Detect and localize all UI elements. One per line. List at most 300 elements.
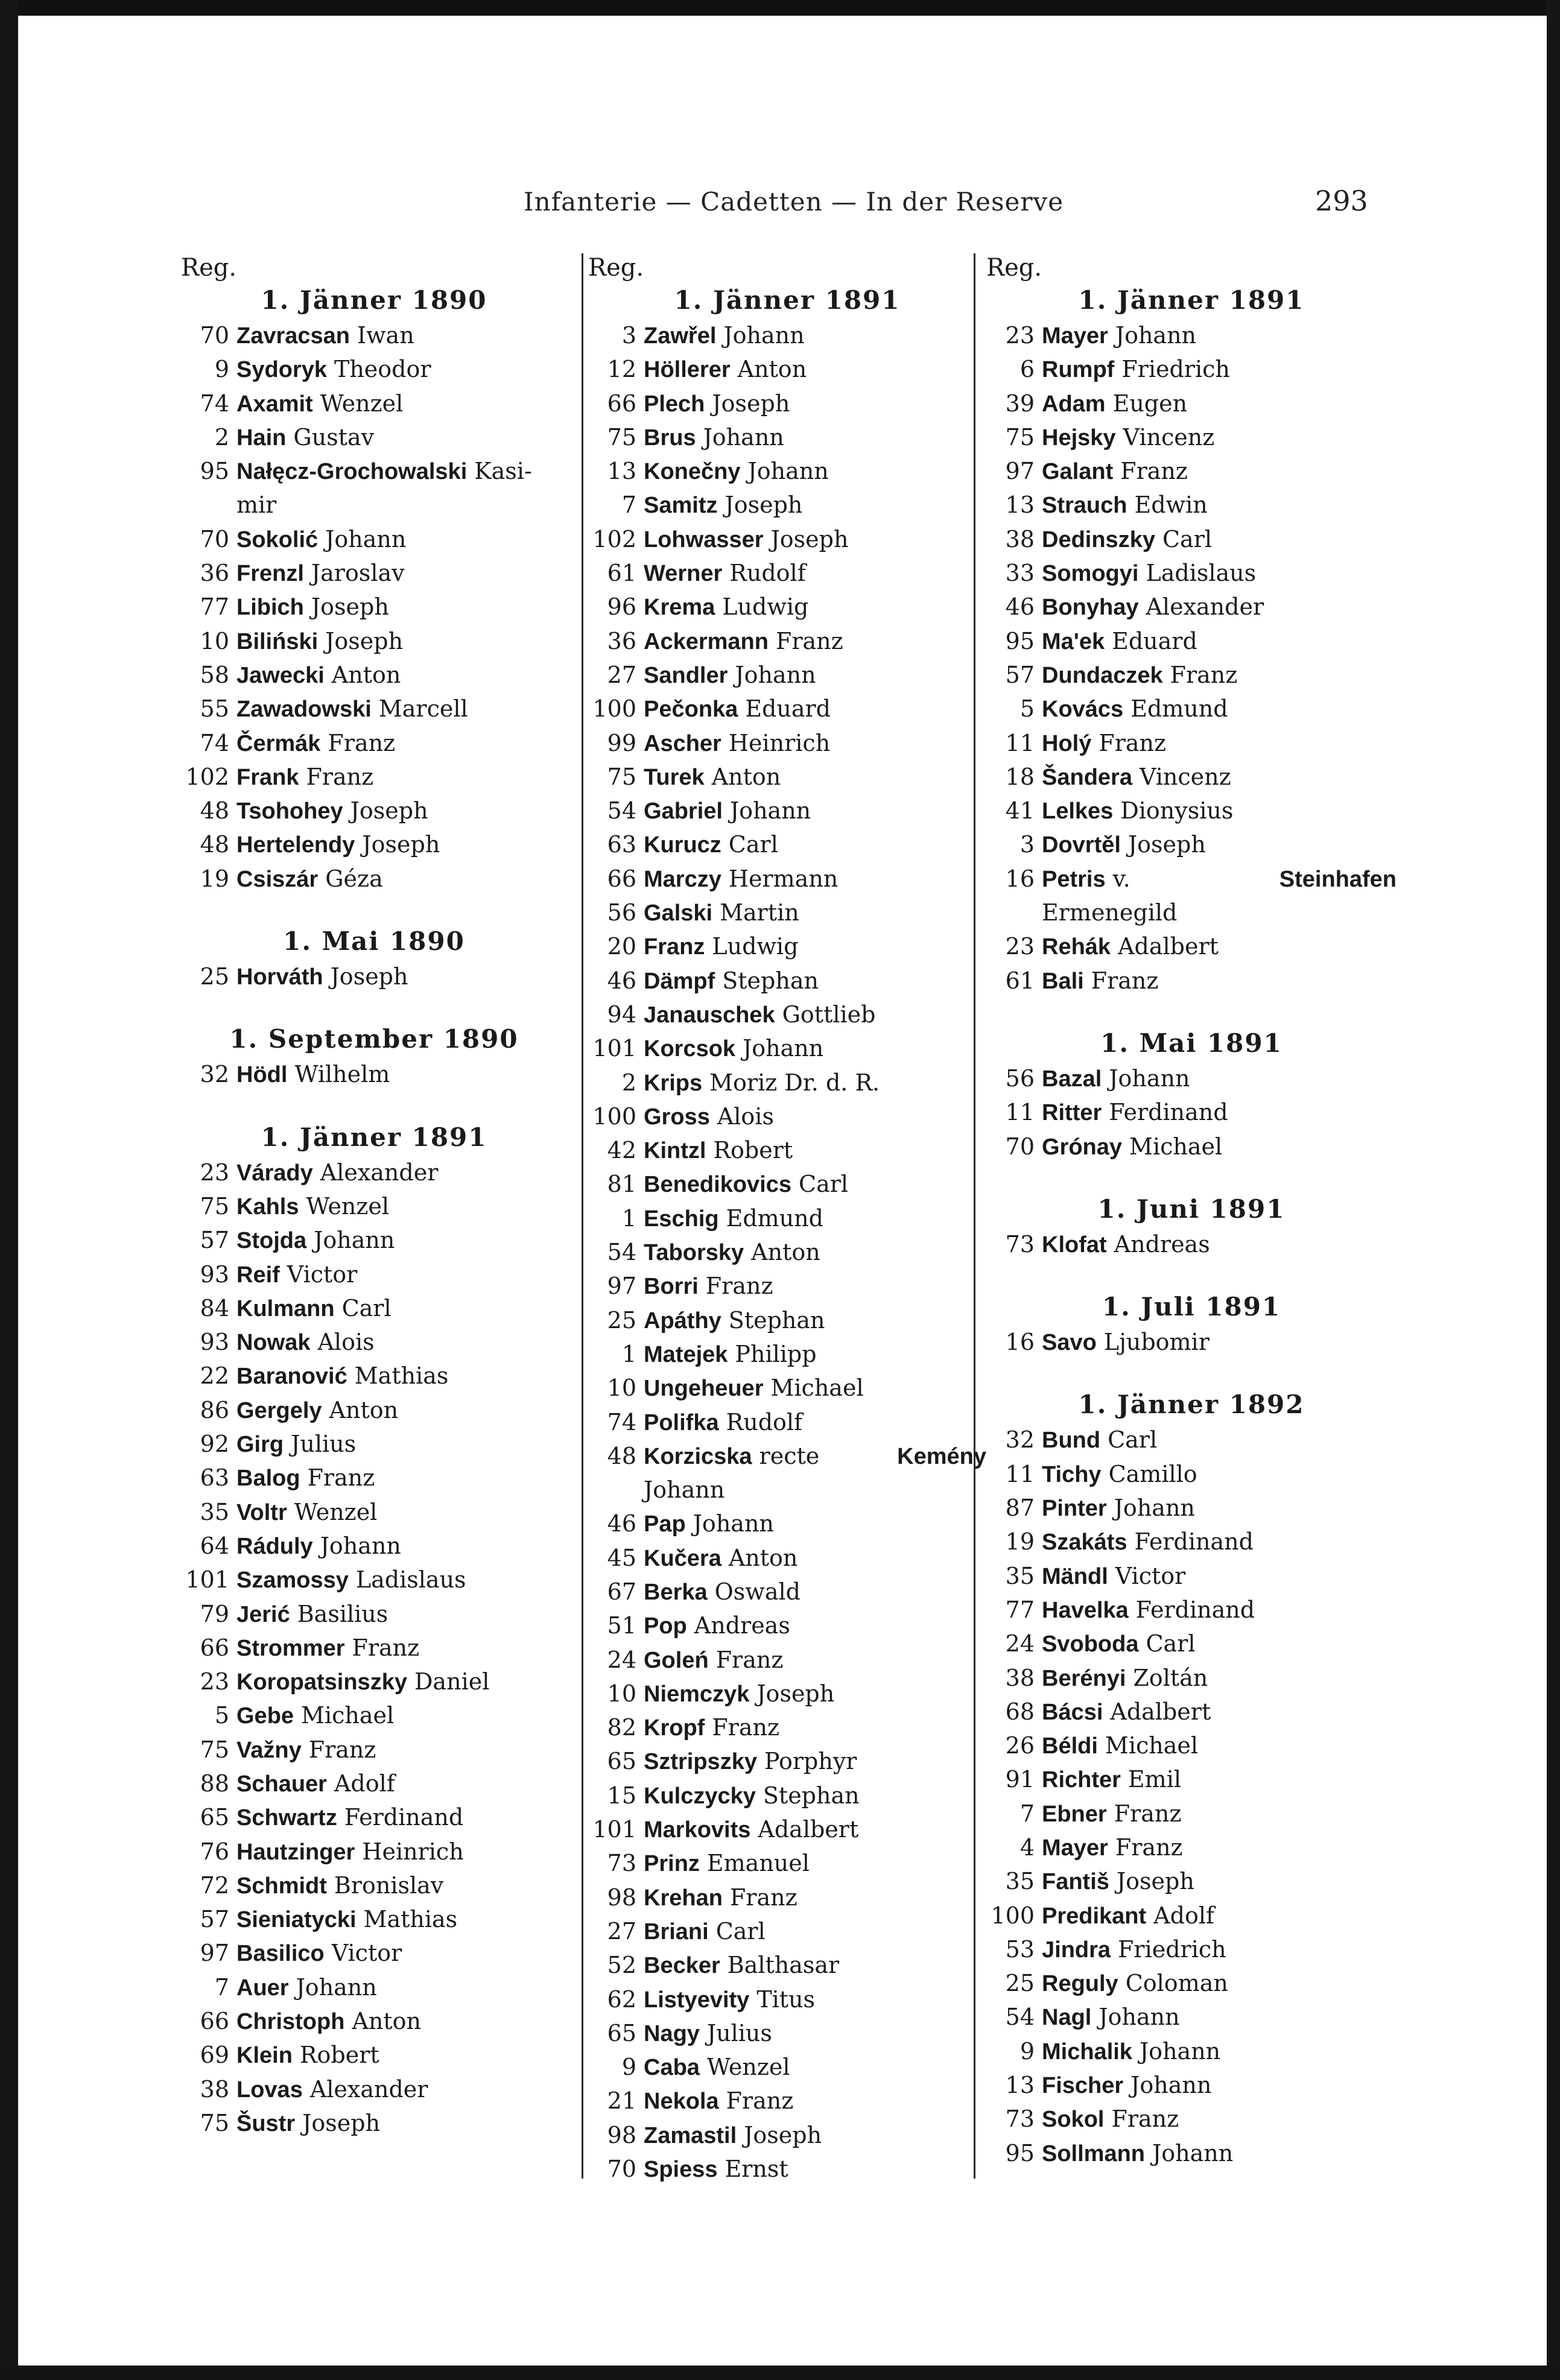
roster-entry <box>181 1631 567 1665</box>
surname: Somogyi <box>1042 561 1139 587</box>
given-name: Franz <box>306 763 374 790</box>
given-name: Stephan <box>722 967 819 994</box>
regiment-number: 3 <box>1019 831 1035 858</box>
surname: Pap <box>644 1511 686 1537</box>
surname: Klein <box>236 2043 293 2069</box>
surname: Auer <box>236 1975 289 2001</box>
regiment-number: 81 <box>607 1171 636 1198</box>
given-name: Michael <box>1105 1732 1199 1759</box>
roster-entry <box>181 590 567 624</box>
regiment-number: 73 <box>607 1850 636 1877</box>
surname: Pečonka <box>644 697 738 723</box>
given-name: Johann <box>723 322 805 349</box>
roster-entry <box>588 1201 986 1235</box>
roster-entry <box>588 1031 986 1065</box>
regiment-number: 93 <box>200 1329 229 1356</box>
surname: Hejsky <box>1042 425 1116 451</box>
surname: Biliński <box>236 628 319 654</box>
roster-entry <box>181 1291 567 1325</box>
regiment-number: 101 <box>185 1566 229 1594</box>
surname: Ma'ek <box>1042 628 1105 654</box>
regiment-number: 10 <box>607 1375 636 1402</box>
given-name: Gustav <box>293 423 375 451</box>
roster-entry <box>588 1948 986 1982</box>
surname: Svoboda <box>1042 1632 1139 1657</box>
roster-entry <box>986 658 1397 692</box>
surname: Važny <box>236 1737 302 1763</box>
roster-entry <box>181 1767 567 1800</box>
surname: Grónay <box>1042 1134 1123 1160</box>
given-name: v. <box>1112 865 1130 892</box>
roster-entry <box>181 1733 567 1767</box>
surname: Schwartz <box>236 1805 337 1831</box>
regiment-number: 3 <box>621 322 636 349</box>
surname: Sydoryk <box>236 357 327 383</box>
roster-entry <box>986 1661 1397 1695</box>
surname: Dovrtěl <box>1042 832 1121 858</box>
roster-entry <box>588 862 986 896</box>
roster-entry <box>181 760 567 794</box>
roster-entry <box>588 1914 986 1948</box>
regiment-number: 24 <box>607 1646 636 1673</box>
given-name: Andreas <box>694 1612 790 1639</box>
regiment-number: 79 <box>200 1600 229 1627</box>
given-name: Johann <box>729 797 811 824</box>
regiment-number: 75 <box>1005 423 1035 451</box>
surname: Zavracsan <box>236 323 350 349</box>
roster-entry <box>588 964 986 998</box>
surname: Höllerer <box>644 357 731 383</box>
roster-entry <box>588 1609 986 1642</box>
date-heading: 1. Jänner 1891 <box>261 1122 487 1152</box>
given-name: Franz <box>308 1736 376 1763</box>
regiment-number: 35 <box>1005 1868 1035 1895</box>
given-name: Johann <box>314 1227 395 1254</box>
surname: Plech <box>644 391 705 417</box>
given-name: Wenzel <box>320 390 404 417</box>
given-name: Victor <box>1115 1562 1186 1589</box>
roster-entry <box>986 1423 1397 1457</box>
roster-entry <box>986 352 1397 386</box>
given-name: Alois <box>717 1103 774 1130</box>
group-spacer <box>986 1261 1397 1289</box>
roster-entry <box>588 1507 986 1540</box>
regiment-number: 56 <box>607 899 636 926</box>
surname: Goleń <box>644 1647 709 1673</box>
regiment-number: 9 <box>621 2054 636 2081</box>
roster-entry <box>588 1846 986 1880</box>
roster-entry <box>986 318 1397 352</box>
roster-entry <box>181 556 567 590</box>
regiment-number: 32 <box>200 1061 229 1088</box>
surname: Adam <box>1042 391 1106 417</box>
roster-entry <box>181 1495 567 1529</box>
given-name: Vincenz <box>1123 423 1215 451</box>
regiment-number: 72 <box>200 1872 229 1899</box>
group-spacer <box>181 993 567 1021</box>
roster-entry <box>181 1156 567 1189</box>
roster-entry <box>986 522 1397 556</box>
regiment-number: 23 <box>1005 322 1035 349</box>
regiment-number: 33 <box>1005 560 1035 587</box>
given-name: Hermann <box>728 865 839 892</box>
surname: Nagl <box>1042 2005 1092 2031</box>
regiment-number: 77 <box>200 593 229 621</box>
regiment-number: 27 <box>607 661 636 688</box>
given-name: Joseph <box>712 390 790 417</box>
roster-entry <box>181 1258 567 1291</box>
roster-entry <box>588 726 986 760</box>
regiment-number: 61 <box>1005 967 1035 994</box>
surname: Korcsok <box>644 1036 736 1062</box>
roster-entry <box>588 692 986 726</box>
given-name: Robert <box>713 1137 793 1164</box>
regiment-number: 36 <box>200 560 229 587</box>
surname: Kučera <box>644 1545 721 1571</box>
surname: Szakáts <box>1042 1530 1127 1556</box>
roster-entry <box>986 2000 1397 2034</box>
roster-entry <box>181 794 567 828</box>
roster-entry <box>181 862 567 896</box>
roster-entry <box>588 760 986 794</box>
regiment-number: 53 <box>1005 1935 1035 1963</box>
surname: Kulczycky <box>644 1783 756 1809</box>
surname: Šandera <box>1042 764 1132 790</box>
regiment-number: 46 <box>607 1510 636 1537</box>
surname: Szamossy <box>236 1568 349 1594</box>
surname: Nowak <box>236 1330 311 1356</box>
surname: Polifka <box>644 1410 719 1435</box>
given-name: Michael <box>301 1702 395 1729</box>
given-name: Moriz Dr. d. R. <box>709 1069 880 1096</box>
regiment-number: 10 <box>200 627 229 654</box>
given-name: Carl <box>799 1171 849 1198</box>
surname: Gergely <box>236 1397 322 1423</box>
regiment-number: 74 <box>200 729 229 756</box>
date-heading: 1. Jänner 1892 <box>1078 1390 1305 1420</box>
given-name: Johann <box>693 1510 774 1537</box>
given-name: Mathias <box>354 1362 449 1390</box>
regiment-number: 67 <box>607 1578 636 1605</box>
given-name: Franz <box>352 1634 420 1661</box>
surname: Lelkes <box>1042 799 1114 824</box>
surname: Baranović <box>236 1364 347 1390</box>
running-title: Infanterie — Cadetten — In der Reserve <box>524 187 1064 217</box>
given-name: Alexander <box>320 1159 439 1186</box>
surname: Schauer <box>236 1771 327 1797</box>
roster-column-3 <box>986 253 1397 2170</box>
regiment-number: 57 <box>200 1227 229 1254</box>
surname: Gabriel <box>644 799 723 824</box>
roster-entry <box>986 794 1397 828</box>
given-name: Alexander <box>309 2075 428 2103</box>
given-name: recte <box>759 1442 820 1469</box>
date-heading: 1. Mai 1891 <box>1100 1028 1283 1058</box>
given-name: Johann <box>1109 1065 1190 1092</box>
regiment-number: 101 <box>592 1816 636 1843</box>
roster-entry <box>181 318 567 352</box>
surname: Strauch <box>1042 493 1127 519</box>
given-name: Edmund <box>726 1204 823 1232</box>
surname: Sieniatycki <box>236 1907 357 1933</box>
surname: Bazal <box>1042 1066 1102 1092</box>
surname: Krips <box>644 1070 703 1096</box>
roster-entry <box>181 624 567 658</box>
name-continuation: Ermenegild <box>1042 899 1178 926</box>
given-name: Franz <box>712 1714 779 1741</box>
given-name: Franz <box>705 1273 773 1300</box>
surname: Girg <box>236 1432 284 1458</box>
roster-entry <box>588 929 986 963</box>
given-name: Balthasar <box>727 1952 840 1979</box>
roster-entry <box>588 2118 986 2152</box>
regiment-number: 57 <box>1005 661 1035 688</box>
given-name: Robert <box>299 2042 379 2069</box>
given-name: Alexander <box>1146 593 1264 621</box>
surname: Bácsi <box>1042 1699 1103 1725</box>
roster-entry <box>181 454 567 488</box>
surname: Borri <box>644 1274 699 1300</box>
roster-entry <box>181 1189 567 1223</box>
given-name: Emil <box>1127 1766 1182 1793</box>
reg-label: Reg. <box>181 254 237 282</box>
regiment-number: 66 <box>607 865 636 892</box>
given-name: Adolf <box>334 1770 395 1797</box>
given-name: Joseph <box>311 593 389 621</box>
surname: Čermák <box>236 730 321 756</box>
given-name: Joseph <box>350 797 428 824</box>
regiment-number: 94 <box>607 1001 636 1028</box>
scan-border-left <box>0 0 18 2380</box>
given-name: Joseph <box>744 2121 822 2148</box>
roster-entry <box>986 488 1397 522</box>
surname: Gross <box>644 1104 710 1130</box>
roster-entry <box>986 1095 1397 1129</box>
given-name: Franz <box>1091 967 1159 994</box>
roster-entry <box>986 862 1397 896</box>
regiment-number: 77 <box>1005 1596 1035 1623</box>
roster-entry <box>986 828 1397 861</box>
surname: Dundaczek <box>1042 662 1163 688</box>
surname: Frenzl <box>236 561 304 587</box>
roster-entry <box>588 1711 986 1744</box>
regiment-number: 100 <box>592 1103 636 1130</box>
date-heading: 1. Juli 1891 <box>1102 1292 1281 1322</box>
given-name: Géza <box>325 865 383 892</box>
roster-entry <box>986 1627 1397 1660</box>
given-name: Franz <box>1099 729 1167 756</box>
roster-entry <box>986 964 1397 998</box>
given-name: Wilhelm <box>294 1061 390 1088</box>
roster-entry <box>588 624 986 658</box>
surname: Hautzinger <box>236 1839 355 1865</box>
surname: Axamit <box>236 391 313 417</box>
regiment-number: 25 <box>607 1306 636 1334</box>
surname: Christoph <box>236 2009 345 2035</box>
roster-entry <box>986 2034 1397 2068</box>
roster-entry <box>181 1835 567 1869</box>
roster-entry <box>588 352 986 386</box>
regiment-number: 27 <box>607 1917 636 1945</box>
regiment-number: 100 <box>592 695 636 723</box>
given-name: Eduard <box>1112 627 1197 654</box>
given-name: Vincenz <box>1139 763 1231 790</box>
given-name: Porphyr <box>764 1748 857 1775</box>
scan-border-right <box>1547 0 1560 2380</box>
regiment-number: 2 <box>621 1069 636 1096</box>
roster-entry <box>986 1559 1397 1593</box>
surname: Basilico <box>236 1941 325 1967</box>
given-name: Anton <box>352 2008 421 2035</box>
regiment-number: 65 <box>200 1804 229 1831</box>
name-continuation: Johann <box>644 1476 725 1504</box>
surname: Zawadowski <box>236 697 372 723</box>
surname: Bali <box>1042 968 1084 994</box>
surname: Ráduly <box>236 1533 313 1559</box>
regiment-number: 102 <box>592 525 636 552</box>
roster-entry <box>588 454 986 488</box>
surname: Marczy <box>644 866 721 892</box>
given-name: Daniel <box>414 1668 490 1695</box>
regiment-number: 16 <box>1005 1329 1035 1356</box>
surname: Michalik <box>1042 2039 1132 2065</box>
surname: Frank <box>236 764 299 790</box>
roster-entry <box>588 1405 986 1439</box>
roster-entry <box>588 998 986 1031</box>
roster-entry <box>986 1593 1397 1627</box>
given-name: Johann <box>735 661 816 688</box>
given-name: Bronislav <box>334 1872 444 1899</box>
roster-entry <box>986 590 1397 624</box>
given-name: Johann <box>1130 2072 1212 2099</box>
regiment-number: 97 <box>200 1940 229 1967</box>
surname: Berényi <box>1042 1665 1126 1691</box>
regiment-number: 66 <box>200 2008 229 2035</box>
given-name: Johann <box>703 423 784 451</box>
given-name: Gottlieb <box>782 1001 876 1028</box>
given-name: Titus <box>756 1986 816 2013</box>
group-spacer <box>986 1163 1397 1191</box>
roster-entry <box>588 658 986 692</box>
roster-entry <box>588 2050 986 2084</box>
regiment-number: 99 <box>607 729 636 756</box>
regiment-number: 101 <box>592 1035 636 1062</box>
roster-column-2 <box>588 253 986 2186</box>
date-heading: 1. Mai 1890 <box>283 926 465 957</box>
roster-entry <box>181 1057 567 1091</box>
given-name: Johann <box>1139 2037 1221 2065</box>
roster-entry <box>181 658 567 692</box>
given-name: Franz <box>726 2087 794 2115</box>
given-name: Franz <box>715 1646 784 1673</box>
given-name: Ferdinand <box>1135 1596 1255 1623</box>
regiment-number: 63 <box>200 1464 229 1492</box>
given-name: Victor <box>287 1261 358 1288</box>
surname: Caba <box>644 2055 700 2081</box>
roster-entry <box>588 387 986 420</box>
surname: Nagy <box>644 2021 700 2046</box>
roster-entry <box>181 1970 567 2004</box>
regiment-number: 10 <box>607 1680 636 1707</box>
regiment-number: 5 <box>1019 695 1035 723</box>
given-name: Carl <box>1162 525 1213 552</box>
regiment-number: 97 <box>607 1273 636 1300</box>
regiment-number: 19 <box>1005 1528 1035 1556</box>
roster-entry <box>986 1797 1397 1831</box>
given-name: Ladislaus <box>1146 560 1257 587</box>
regiment-number: 69 <box>200 2042 229 2069</box>
regiment-number: 102 <box>185 763 229 790</box>
given-name: Mathias <box>363 1906 458 1933</box>
given-name: Adolf <box>1153 1902 1215 1929</box>
surname: Klofat <box>1042 1232 1107 1258</box>
roster-entry <box>588 1983 986 2016</box>
surname: Spiess <box>644 2157 718 2183</box>
surname: Zamastil <box>644 2122 737 2148</box>
surname: Schmidt <box>236 1873 327 1899</box>
given-name: Wenzel <box>306 1192 390 1220</box>
given-name: Camillo <box>1108 1460 1197 1487</box>
roster-entry <box>986 2102 1397 2136</box>
given-name: Basilius <box>297 1600 388 1627</box>
given-name: Joseph <box>1127 831 1206 858</box>
roster-entry <box>588 522 986 556</box>
regiment-number: 75 <box>200 2109 229 2136</box>
given-name: Carl <box>1146 1630 1196 1657</box>
regiment-number: 2 <box>214 423 229 451</box>
regiment-number: 22 <box>200 1362 229 1390</box>
given-name: Stephan <box>763 1782 860 1809</box>
roster-entry <box>181 1665 567 1698</box>
regiment-number: 70 <box>607 2156 636 2183</box>
surname: Várady <box>236 1160 313 1186</box>
regiment-number: 20 <box>607 933 636 960</box>
roster-entry <box>588 318 986 352</box>
given-name: Adalbert <box>758 1816 859 1843</box>
surname: Hertelendy <box>236 832 355 858</box>
roster-entry <box>986 2068 1397 2102</box>
regiment-number: 39 <box>1005 390 1035 417</box>
given-name: Martin <box>720 899 799 926</box>
roster-entry <box>181 1393 567 1427</box>
page-number: 293 <box>1315 185 1368 217</box>
surname: Janauschek <box>644 1002 775 1028</box>
roster-entry <box>588 1677 986 1711</box>
surname: Hödl <box>236 1062 288 1088</box>
given-name: Wenzel <box>294 1498 378 1525</box>
given-name: Rudolf <box>729 560 806 587</box>
roster-entry <box>986 726 1397 760</box>
roster-entry <box>588 590 986 624</box>
given-name: Anton <box>711 763 781 790</box>
regiment-number: 73 <box>1005 1230 1035 1258</box>
surname: Eschig <box>644 1206 719 1232</box>
roster-entry <box>588 1541 986 1575</box>
roster-entry <box>588 1133 986 1167</box>
surname: Libich <box>236 595 304 621</box>
surname: Taborsky <box>644 1240 744 1266</box>
surname: Petris <box>1042 866 1106 892</box>
regiment-number: 13 <box>1005 2072 1035 2099</box>
roster-entry <box>986 420 1397 454</box>
surname: Markovits <box>644 1817 751 1843</box>
given-name: Julius <box>706 2019 772 2046</box>
surname: Sztripszky <box>644 1749 757 1775</box>
surname: Nałęcz-Grochowalski <box>236 459 468 485</box>
given-name: Joseph <box>770 525 849 552</box>
surname: Rehák <box>1042 934 1111 960</box>
roster-entry <box>588 1881 986 1914</box>
